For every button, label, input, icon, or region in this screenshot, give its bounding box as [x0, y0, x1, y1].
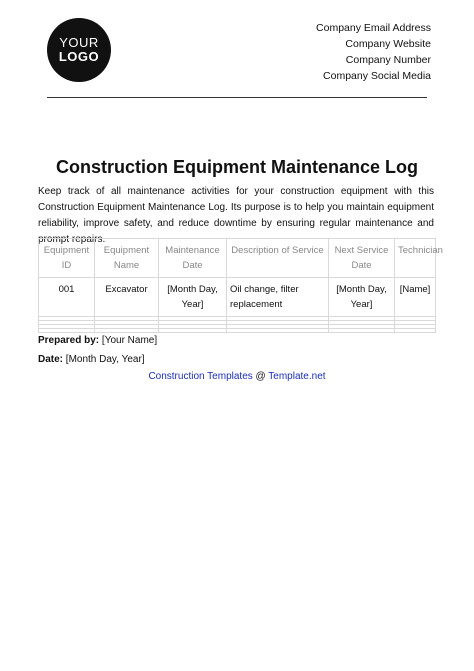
- date-line: [38, 353, 145, 367]
- template-net-link[interactable]: Template.net: [268, 371, 326, 382]
- header-divider: [47, 97, 427, 98]
- document-title: Construction Equipment Maintenance Log: [55, 157, 418, 177]
- company-info: [316, 20, 431, 84]
- date-value: [Month Day, Year]: [65, 354, 145, 365]
- cell-technician: [Name]: [395, 278, 436, 317]
- header-equipment-id: Equipment ID: [39, 239, 95, 278]
- cell-maintenance-date: [Month Day, Year]: [159, 278, 227, 317]
- logo-text-top: YOUR: [59, 35, 99, 50]
- table-header-row: [39, 239, 436, 278]
- maintenance-table: [38, 238, 443, 333]
- logo-text-bottom: LOGO: [58, 49, 100, 64]
- company-email: Company Email Address: [316, 22, 431, 34]
- cell-next-service-date: [Month Day, Year]: [329, 278, 395, 317]
- prepared-by-line: [38, 334, 157, 348]
- prepared-by-label: Prepared by:: [38, 335, 100, 346]
- header-equipment-name: Equipment Name: [95, 239, 159, 278]
- table-row-empty: [39, 329, 436, 333]
- footer-separator: @: [252, 371, 269, 382]
- table-row: [39, 278, 436, 317]
- cell-description: Oil change, filter replacement: [227, 278, 329, 317]
- company-website: Company Website: [345, 38, 431, 50]
- cell-equipment-name: Excavator: [95, 278, 159, 317]
- footer-credit: [0, 370, 474, 384]
- header-maintenance-date: Maintenance Date: [159, 239, 227, 278]
- prepared-by-value: [Your Name]: [101, 335, 158, 346]
- cell-equipment-id: 001: [39, 278, 95, 317]
- header-description: Description of Service: [227, 239, 329, 278]
- company-social: Company Social Media: [323, 70, 431, 82]
- date-label: Date:: [38, 354, 64, 365]
- intro-paragraph: Keep track of all maintenance activities for your construction equipment with this Construction Equipment Maintenance Log. Its purpose is to help you maintain equipment reliability, improve safety, and reduce downtime by ensuring regular maintenance and prompt repairs.: [38, 186, 434, 245]
- header-next-service-date: Next Service Date: [329, 239, 395, 278]
- company-logo: [47, 18, 111, 82]
- company-number: Company Number: [345, 54, 431, 66]
- construction-templates-link[interactable]: Construction Templates: [148, 371, 253, 382]
- header-technician: Technician: [395, 239, 436, 278]
